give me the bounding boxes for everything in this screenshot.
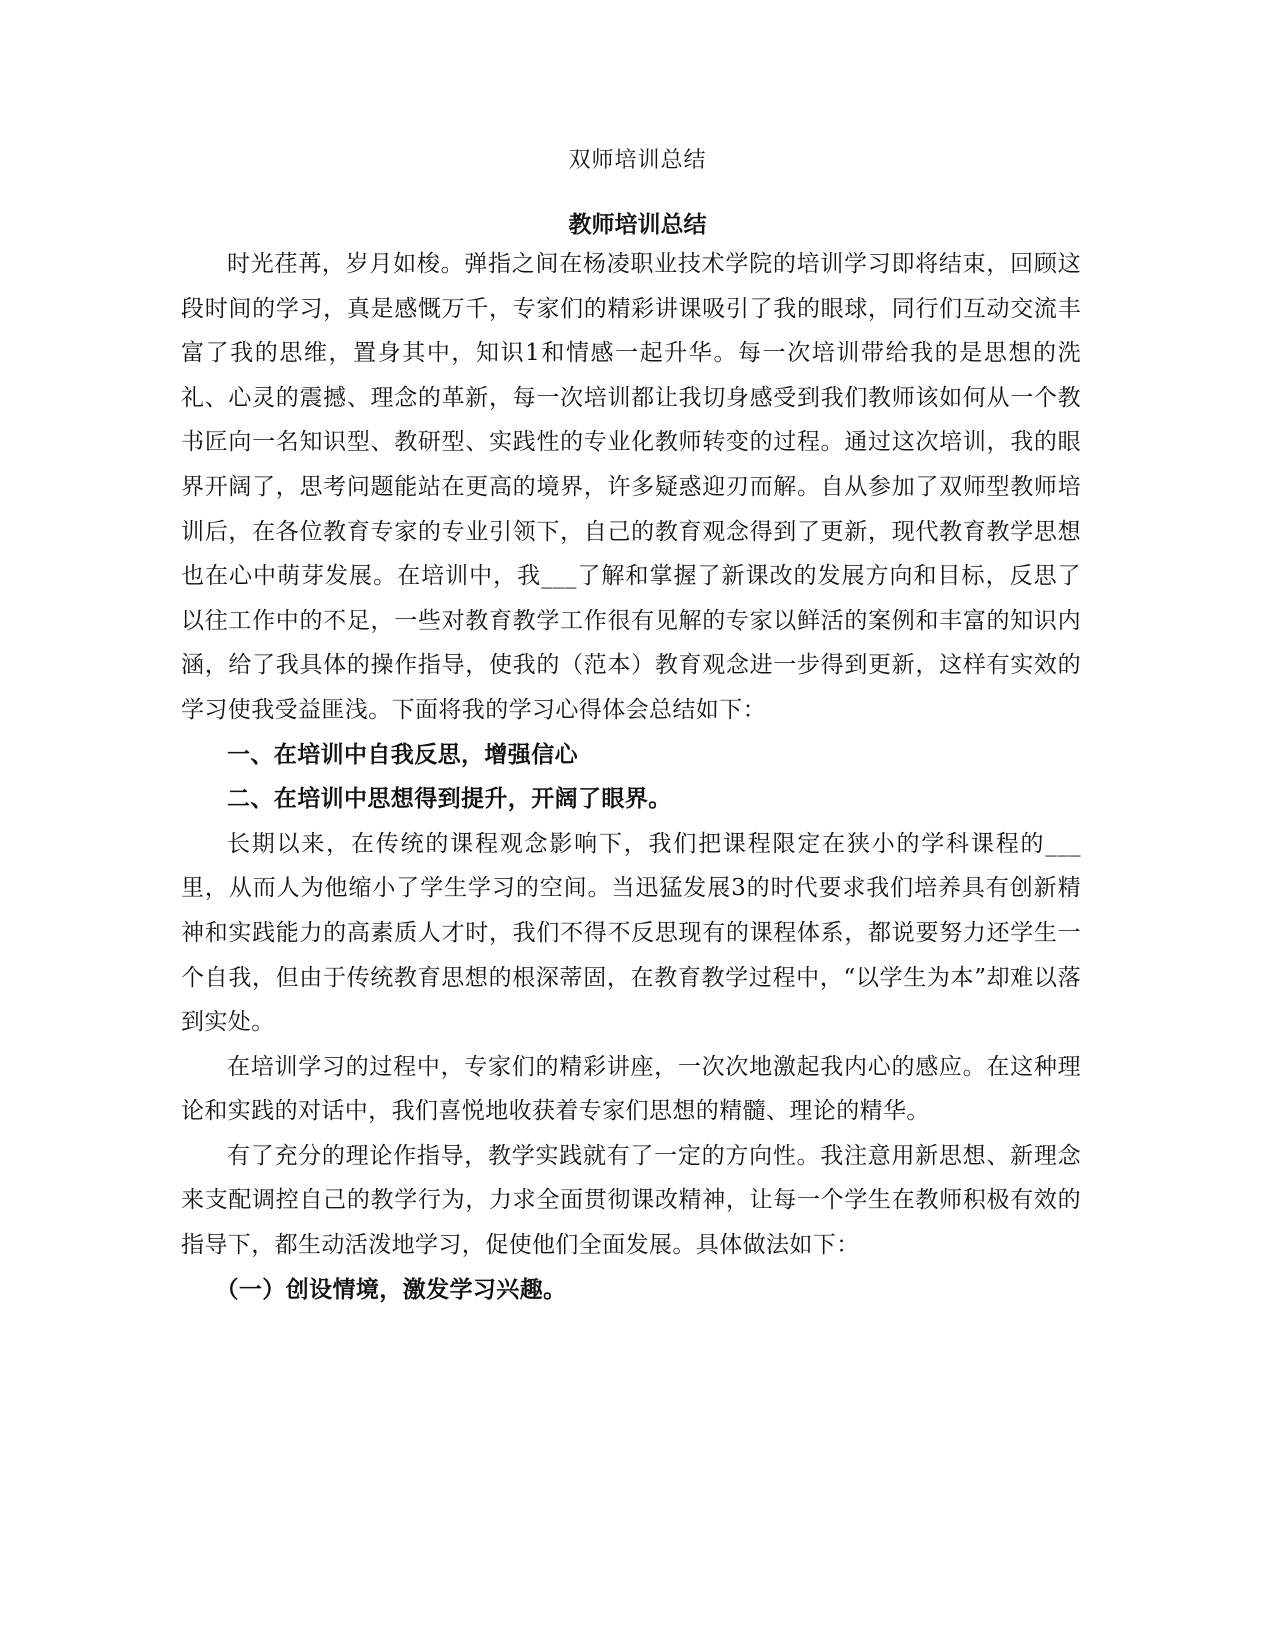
document-title: 双师培训总结 (568, 148, 707, 173)
document-body (181, 242, 1081, 1312)
section-heading-2: 二、在培训中思想得到提升，开阔了眼界。 (227, 786, 672, 813)
subsection-heading-1: （一）创设情境，激发学习兴趣。 (215, 1276, 567, 1303)
body-paragraph: 在培训学习的过程中，专家们的精彩讲座，一次次地激起我内心的感应。在这种理论和实践的对话中，我们喜悦地收获着专家们思想的精髓、理论的精华。 (181, 1053, 1081, 1125)
body-paragraph: 长期以来，在传统的课程观念影响下，我们把课程限定在狭小的学科课程的___里，从而人为他缩小了学生学习的空间。当迅猛发展3的时代要求我们培养具有创新精神和实践能力的高素质人才时，我们不得不反思现有的课程体系，都说要努力还学生一个自我，但由于传统教育思想的根深蒂固，在教育教学过程中，“以学生为本”却难以落到实处。 (181, 830, 1081, 1036)
section-heading-1: 一、在培训中自我反思，增强信心 (227, 741, 578, 768)
body-paragraph: 有了充分的理论作指导，教学实践就有了一定的方向性。我注意用新思想、新理念来支配调控自己的教学行为，力求全面贯彻课改精神，让每一个学生在教师积极有效的指导下，都生动活泼地学习，促使他们全面发展。具体做法如下： (181, 1142, 1081, 1259)
document-subtitle: 教师培训总结 (568, 212, 707, 238)
intro-paragraph: 时光荏苒，岁月如梭。弹指之间在杨凌职业技术学院的培训学习即将结束，回顾这段时间的学习，真是感慨万千，专家们的精彩讲课吸引了我的眼球，同行们互动交流丰富了我的思维，置身其中，知识1和情感一起升华。每一次培训带给我的是思想的洗礼、心灵的震撼、理念的革新，每一次培训都让我切身感受到我们教师该如何从一个教书匠向一名知识型、教研型、实践性的专业化教师转变的过程。通过这次培训，我的眼界开阔了，思考问题能站在更高的境界，许多疑惑迎刃而解。自从参加了双师型教师培训后，在各位教育专家的专业引领下，自己的教育观念得到了更新，现代教育教学思想也在心中萌芽发展。在培训中，我___了解和掌握了新课改的发展方向和目标，反思了以往工作中的不足，一些对教育教学工作很有见解的专家以鲜活的案例和丰富的知识内涵，给了我具体的操作指导，使我的（范本）教育观念进一步得到更新，这样有实效的学习使我受益匪浅。下面将我的学习心得体会总结如下： (181, 251, 1081, 723)
